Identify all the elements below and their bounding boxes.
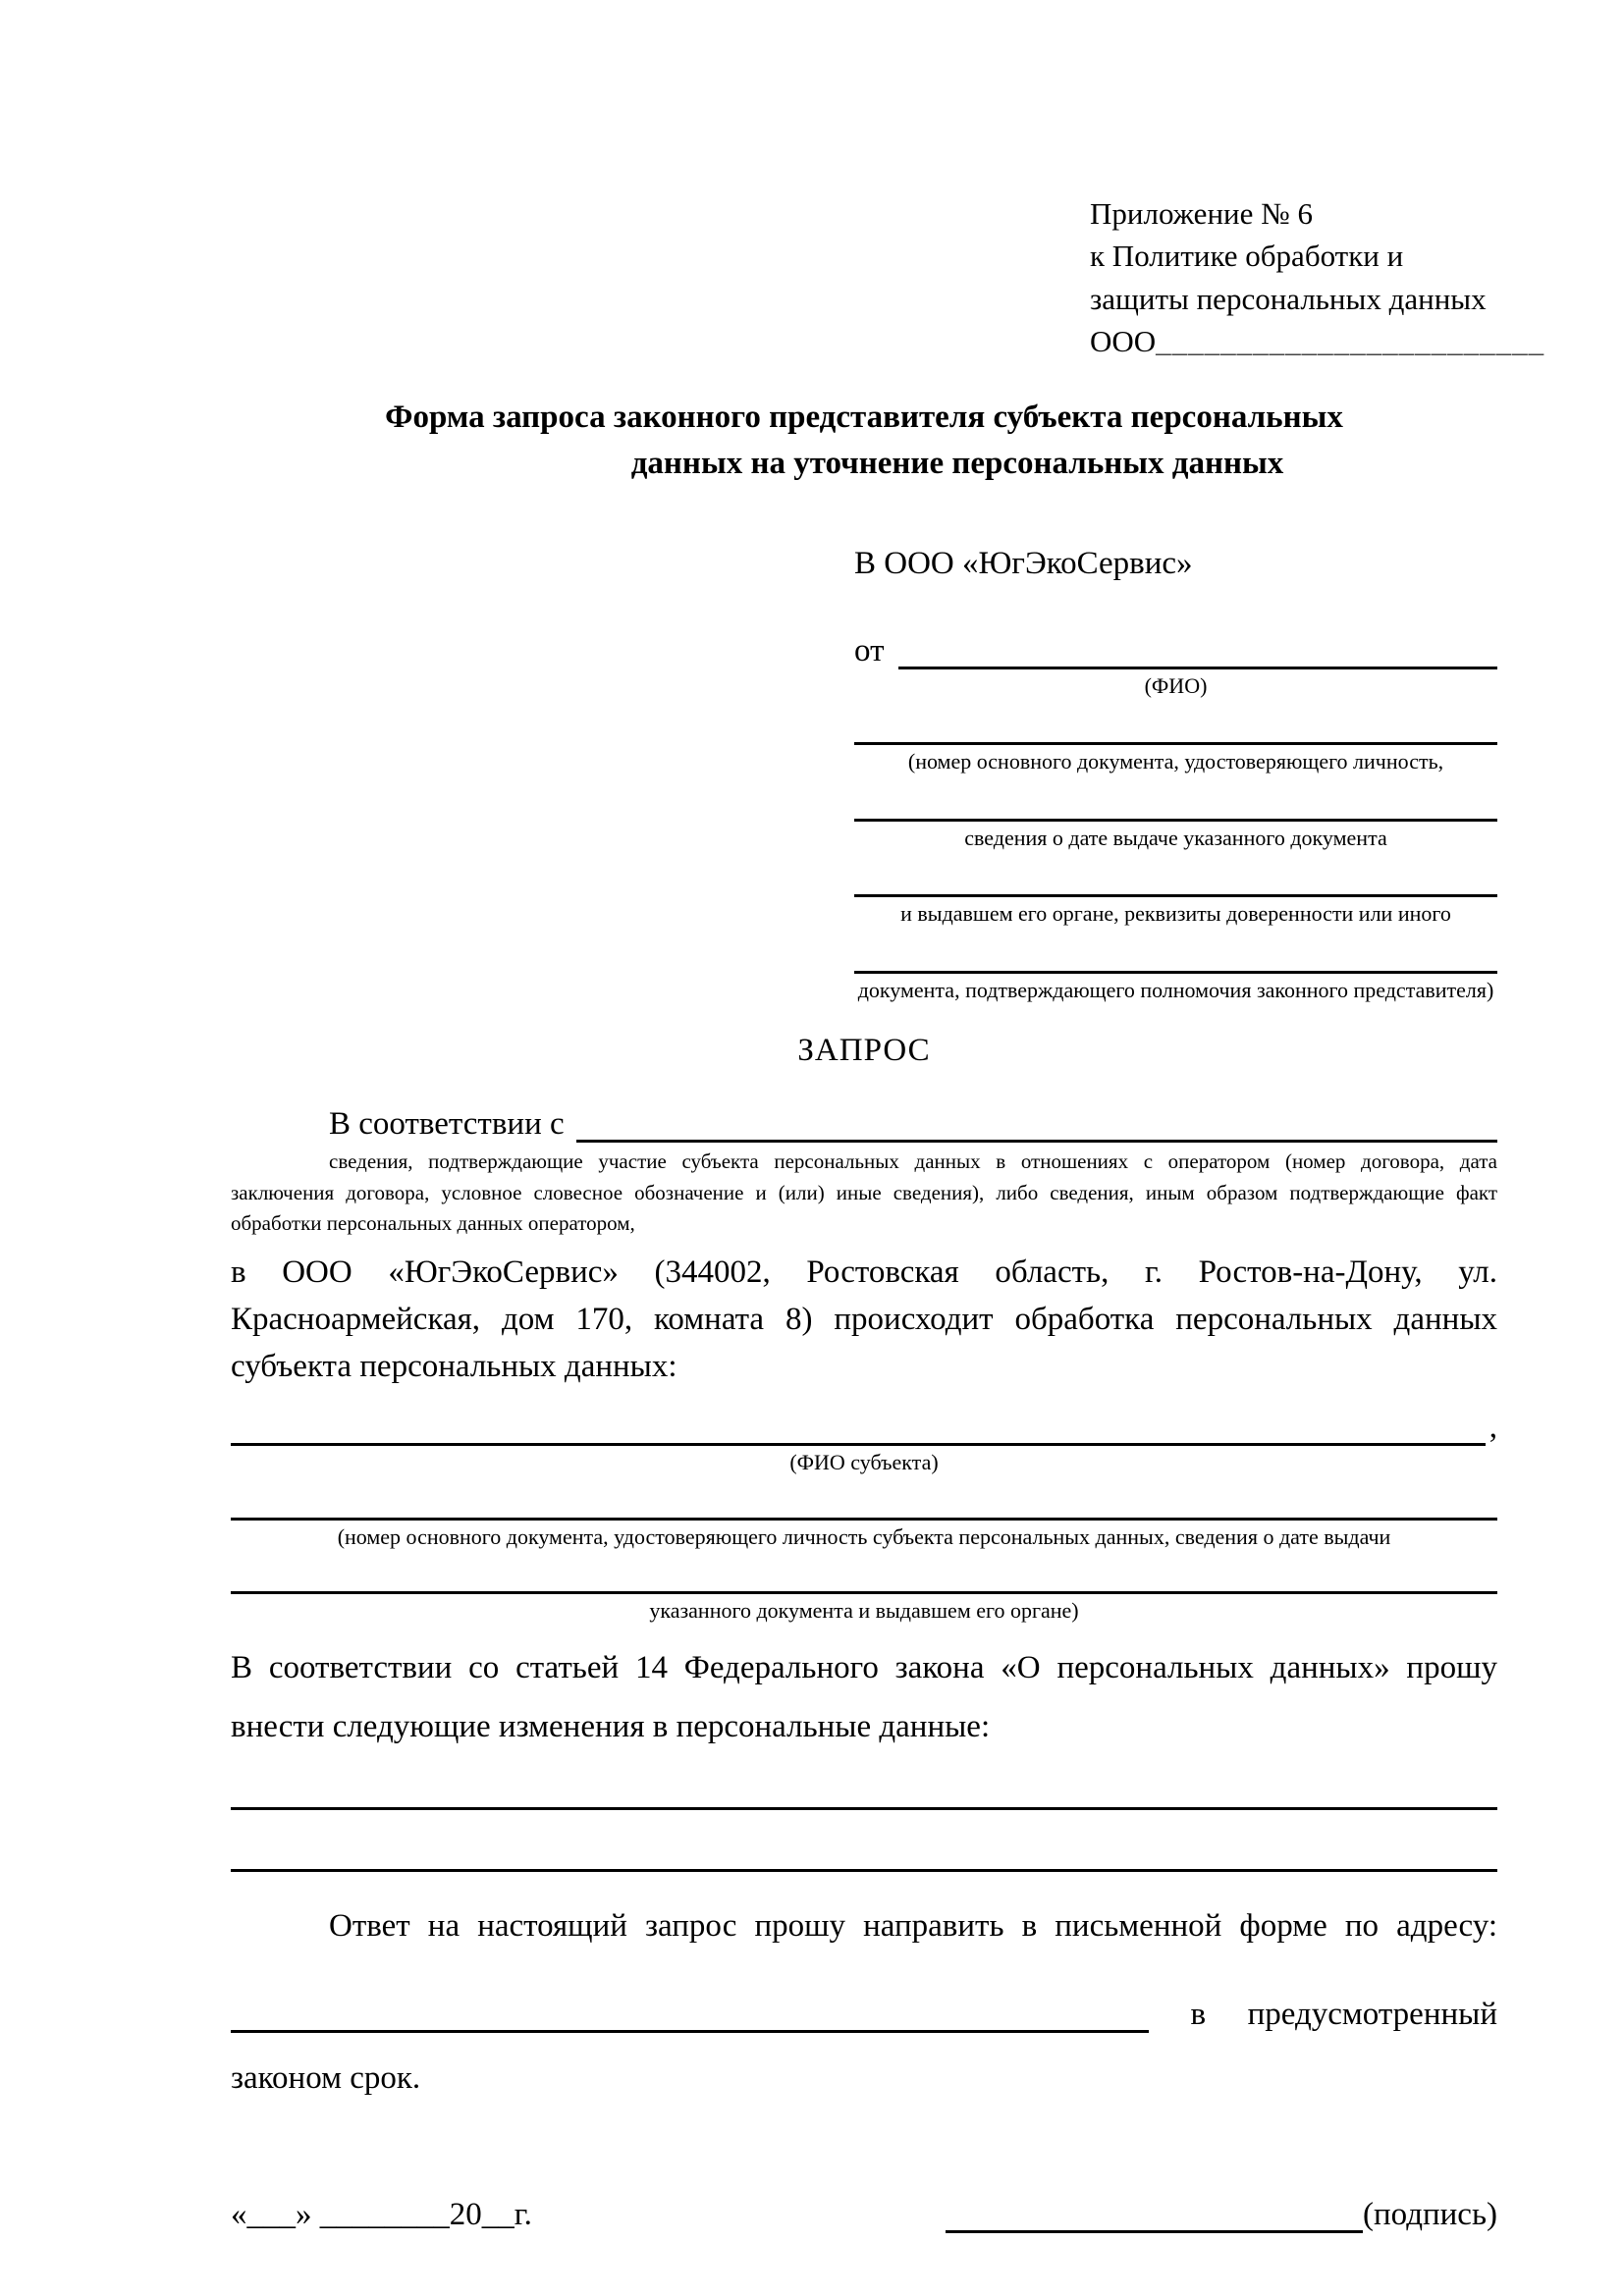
changes-blank-line-2 [231, 1869, 1497, 1872]
annex-line-1: Приложение № 6 [1090, 196, 1313, 231]
operator-paragraph-line-1: в ООО «ЮгЭкоСервис» (344002, Ростовская область, г. Ростов-на-Дону, ул. [231, 1254, 1497, 1290]
basis-note-line-2: заключения договора, условное словесное обозначение и (или) иные сведения), либо сведения, иным образом подтверждающие факт [231, 1180, 1497, 1204]
article-paragraph-line-2: внести следующие изменения в персональные данные: [231, 1708, 991, 1744]
operator-paragraph [231, 1250, 1497, 1391]
address-blank-line [231, 2020, 1149, 2033]
annex-line-3: защиты персональных данных [1090, 281, 1487, 316]
operator-paragraph-line-2: Красноармейская, дом 170, комната 8) происходит обработка персональных данных [231, 1301, 1497, 1337]
subject-doc-caption-2: указанного документа и выдавшем его органе) [649, 1598, 1079, 1624]
annex-block [1090, 192, 1545, 363]
annex-company-prefix: ООО [1090, 324, 1157, 359]
request-heading: ЗАПРОС [797, 1033, 931, 1069]
answer-paragraph: Ответ на настоящий запрос прошу направить в письменной форме по адресу: [329, 1907, 1497, 1944]
from-row [854, 633, 1497, 669]
subject-fio-caption: (ФИО субъекта) [789, 1450, 939, 1475]
subject-fio-row [231, 1410, 1497, 1446]
applicant-doc-caption-1: (номер основного документа, удостоверяющего личность, [907, 749, 1444, 774]
annex-company-line [1090, 320, 1545, 362]
applicant-fio-caption: (ФИО) [1144, 672, 1208, 698]
subject-doc-caption-1: (номер основного документа, удостоверяющего личность субъекта персональных данных, сведения о дате выдачи [337, 1523, 1391, 1549]
signature-caption: (подпись) [1363, 2197, 1497, 2233]
answer-word-v: в [1190, 1996, 1207, 2032]
recipient-organization: В ООО «ЮгЭкоСервис» [854, 546, 1193, 582]
footer-row [231, 2197, 1497, 2233]
annex-company-blank-line: ________________________ [1156, 324, 1545, 359]
applicant-fio-blank-line [898, 657, 1498, 669]
date-line: «___» ________20__г. [231, 2197, 532, 2233]
accordance-blank-line [576, 1130, 1497, 1143]
applicant-doc-caption-3: и выдавшем его органе, реквизиты доверенности или иного [900, 901, 1451, 927]
basis-note [231, 1147, 1497, 1240]
applicant-doc-caption-2: сведения о дате выдаче указанного документа [964, 825, 1387, 850]
form-title-line-1: Форма запроса законного представителя субъекта персональных [385, 399, 1343, 435]
recipient-block [854, 545, 1497, 1003]
signature-area [946, 2197, 1497, 2233]
signature-blank-line [946, 2220, 1363, 2233]
annex-line-2: к Политике обработки и [1090, 239, 1404, 274]
accordance-prefix: В соответствии с [329, 1106, 565, 1143]
answer-closing: законом срок. [231, 2059, 421, 2096]
form-title-line-2: данных на уточнение персональных данных [630, 446, 1284, 482]
answer-word-predusmotrenny: предусмотренный [1247, 1996, 1497, 2032]
subject-doc-blank-line-2 [231, 1550, 1497, 1594]
applicant-doc-blank-line-4 [854, 928, 1497, 974]
answer-address-row [231, 1997, 1497, 2033]
changes-blank-line-1 [231, 1807, 1497, 1810]
applicant-doc-blank-line-2 [854, 775, 1497, 822]
operator-paragraph-line-3: субъекта персональных данных: [231, 1348, 677, 1384]
subject-fio-blank-line [231, 1433, 1486, 1446]
accordance-row [231, 1106, 1497, 1143]
from-label: от [854, 632, 885, 668]
form-title [231, 395, 1497, 489]
basis-note-line-1: сведения, подтверждающие участие субъекта персональных данных в отношениях с оператором (номер договора, дата [329, 1149, 1497, 1174]
applicant-doc-blank-line-3 [854, 851, 1497, 897]
applicant-doc-caption-4: документа, подтверждающего полномочия законного представителя) [857, 977, 1494, 1002]
basis-note-line-3: обработки персональных данных оператором, [231, 1211, 635, 1236]
applicant-doc-blank-line-1 [854, 699, 1497, 745]
subject-doc-blank-line-1 [231, 1476, 1497, 1521]
article-paragraph [231, 1638, 1497, 1756]
subject-fio-suffix-comma: , [1489, 1410, 1497, 1446]
article-paragraph-line-1: В соответствии со статьей 14 Федерального закона «О персональных данных» прошу [231, 1649, 1497, 1685]
